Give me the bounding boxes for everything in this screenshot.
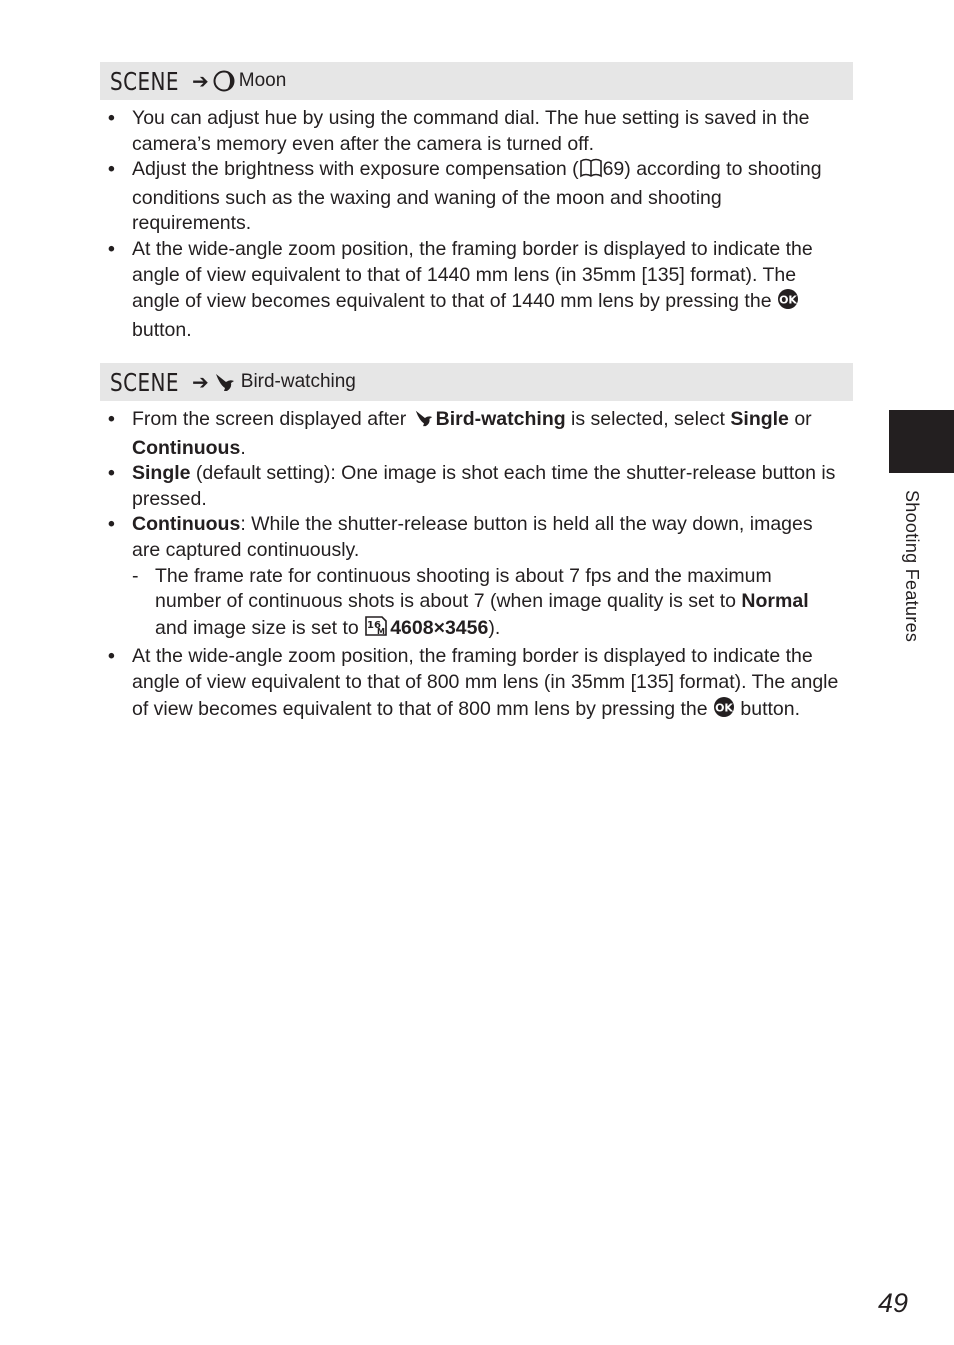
arrow-icon: ➔ [192, 371, 209, 394]
bullet-text: button. [734, 697, 801, 720]
bullet-text: From the screen displayed after [132, 408, 412, 430]
bullet-text: : While the shutter-release button is held all the way down, images are captured continuously. [132, 513, 813, 561]
bullet-marker: • [108, 158, 115, 181]
chapter-tab [889, 410, 954, 473]
moon-bullet-list [108, 106, 843, 343]
ok-button-icon [713, 696, 735, 726]
page-reference: 69 [602, 158, 625, 181]
section-header-bird-watching [100, 363, 853, 401]
bullet-text: is selected, select [565, 408, 731, 430]
page-number: 49 [878, 1288, 909, 1318]
dash-marker: - [132, 564, 139, 587]
list-item [108, 512, 843, 644]
scene-mode-label: SCENE [110, 66, 179, 96]
bold-term: Single [132, 462, 191, 485]
list-item [108, 157, 843, 237]
list-item [108, 237, 843, 343]
bold-term: 4608×3456 [390, 616, 489, 639]
bullet-marker: • [108, 237, 115, 260]
section-header-moon [100, 62, 853, 100]
svg-text:OK: OK [779, 293, 797, 307]
bullet-text: (default setting): One image is shot each time the shutter-release button is pressed. [132, 462, 836, 510]
ok-button-icon [777, 288, 799, 318]
bullet-marker: • [108, 107, 115, 129]
bullet-marker: • [108, 513, 115, 536]
bullet-text: At the wide-angle zoom position, the framing border is displayed to indicate the angle of view equivalent to that of 800 mm lens (in 35mm [135] format). The angle of view becomes equivalent to that of 800 mm lens by pressing the [132, 645, 839, 720]
section-title: Bird-watching [240, 371, 356, 392]
list-item [108, 461, 843, 512]
bold-term: Continuous [132, 513, 241, 536]
list-item [108, 644, 843, 725]
bullet-text: Adjust the brightness with exposure compensation ( [132, 158, 579, 181]
sub-text: ). [488, 616, 501, 639]
bullet-marker: • [108, 462, 115, 485]
bird-icon [213, 371, 237, 393]
scene-mode-label: SCENE [110, 367, 179, 397]
bullet-text: At the wide-angle zoom position, the framing border is displayed to indicate the angle of view equivalent to that of 1440 mm lens (in 35mm [135] format). The angle of view becomes equivalent to that of 1440 mm lens by pressing the [132, 237, 813, 313]
sub-list-item [132, 564, 843, 645]
book-reference-icon [579, 158, 603, 186]
section-title: Moon [238, 70, 287, 91]
bullet-marker: • [108, 645, 115, 668]
bold-term: Continuous [132, 436, 241, 459]
moon-icon [213, 70, 235, 92]
bullet-marker: • [108, 408, 115, 430]
sub-text: and image size is set to [155, 616, 365, 639]
bullet-text: You can adjust hue by using the command dial. The hue setting is saved in the camera’s memory even after the camera is turned off. [132, 107, 810, 155]
svg-text:M: M [377, 626, 386, 636]
svg-text:OK: OK [715, 701, 733, 715]
bird-icon [412, 408, 436, 436]
bullet-text: . [240, 436, 246, 459]
bold-term: Single [730, 408, 789, 430]
svg-text:16: 16 [367, 619, 382, 631]
bird-bullet-list [108, 407, 843, 725]
bullet-text: ) according to shooting conditions such as the waxing and waning of the moon and shooting requirements. [132, 158, 822, 235]
list-item [108, 407, 843, 461]
bullet-text: button. [132, 318, 192, 341]
bold-term: Normal [741, 590, 809, 613]
list-item [108, 106, 843, 157]
sub-text: The frame rate for continuous shooting is about 7 fps and the maximum number of continuous shots is about 7 (when image quality is set to [155, 564, 772, 613]
chapter-label: Shooting Features [902, 490, 922, 643]
bullet-text: or [788, 408, 812, 430]
arrow-icon: ➔ [192, 70, 209, 93]
bold-term: Bird-watching [435, 408, 566, 430]
image-size-16m-icon [364, 615, 390, 645]
